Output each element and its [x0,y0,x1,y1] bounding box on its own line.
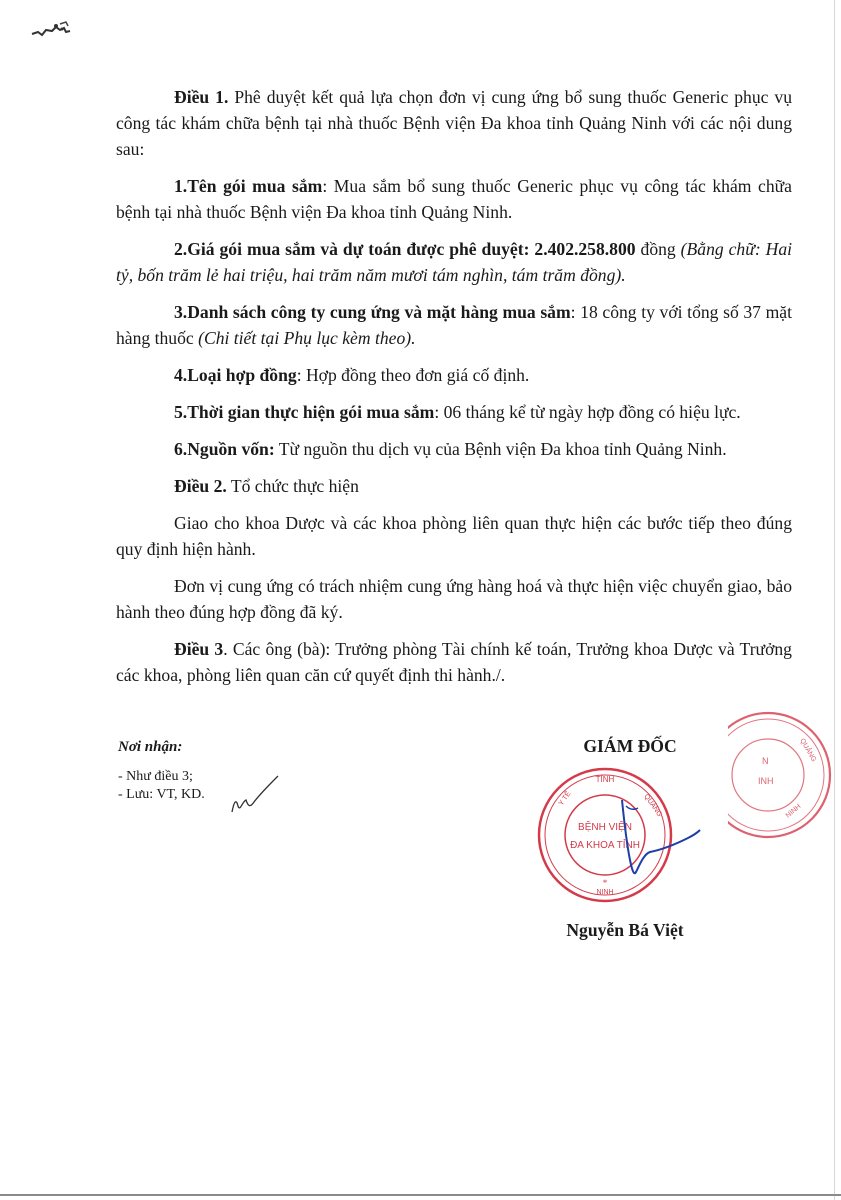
article-2-label: Điều 2. [174,476,227,496]
article-1-label: Điều 1. [174,87,229,107]
item-5-label: 5.Thời gian thực hiện gói mua sắm [174,402,435,422]
article-1-text: Phê duyệt kết quả lựa chọn đơn vị cung ứng bổ sung thuốc Generic phục vụ công tác khám chữa bệnh tại nhà thuốc Bệnh viện Đa khoa tỉnh Quảng Ninh với các nội dung sau: [116,87,793,159]
partial-stamp-ring: QUẢNG [798,737,818,764]
article-3 [116,636,792,688]
scan-edge-right [834,0,835,1200]
partial-stamp-line-1: N [762,756,769,766]
partial-stamp-right [728,700,841,850]
handwritten-signature [560,780,710,890]
article-3-text: . Các ông (bà): Trưởng phòng Tài chính kế toán, Trưởng khoa Dược và Trưởng các khoa, phòng liên quan căn cứ quyết định thi hành./. [116,639,792,685]
partial-stamp-ring-bottom: NINH [784,803,803,820]
article-2-paragraph-2: Đơn vị cung ứng có trách nhiệm cung ứng hàng hoá và thực hiện việc chuyển giao, bảo hành theo đúng hợp đồng đã ký. [116,576,792,622]
item-4 [116,362,792,388]
decision-body [116,84,792,699]
item-6 [116,436,792,462]
item-6-text: Từ nguồn thu dịch vụ của Bệnh viện Đa khoa tỉnh Quảng Ninh. [274,439,727,459]
stamp-line-2: ĐA KHOA TỈNH [570,840,640,851]
item-1 [116,173,792,225]
initial-mark [226,772,282,822]
item-5-text: : 06 tháng kể từ ngày hợp đồng có hiệu lực. [434,402,741,422]
item-4-label: 4.Loại hợp đồng [174,365,297,385]
item-6-label: 6.Nguồn vốn: [174,439,275,459]
item-2 [116,236,792,288]
article-2-paragraph-1: Giao cho khoa Dược và các khoa phòng liên quan thực hiện các bước tiếp theo đúng quy định hiện hành. [116,513,792,559]
partial-stamp-line-2: INH [758,776,774,786]
stamp-ring-right: QUẢNG [642,793,663,819]
item-2-unit: đồng [635,239,681,259]
ink-smudge [26,12,86,42]
item-1-label: 1.Tên gói mua sắm [174,176,323,196]
recipient-line: - Lưu: VT, KD. [118,787,205,802]
item-3-note: (Chi tiết tại Phụ lục kèm theo). [198,328,416,348]
stamp-top-text: TỈNH [595,775,615,784]
item-5 [116,399,792,425]
scan-edge-bottom [0,1194,841,1196]
signer-name: Nguyễn Bá Việt [566,920,684,940]
item-2-words: (Bằng chữ: Hai tỷ, bốn trăm lẻ hai triệu, hai trăm năm mươi tám nghìn, tám trăm đồng). [116,239,793,285]
item-1-text: : Mua sắm bổ sung thuốc Generic phục vụ công tác khám chữa bệnh tại nhà thuốc Bệnh viện Đa khoa tỉnh Quảng Ninh. [116,176,792,222]
recipient-line: - Như điều 3; [118,769,193,784]
stamp-line-1: BỆNH VIỆN [578,822,632,833]
article-3-label: Điều 3 [174,639,224,659]
item-2-amount: 2.402.258.800 [529,239,636,259]
item-3-label: 3.Danh sách công ty cung ứng và mặt hàng mua sắm [174,302,571,322]
item-3 [116,299,792,351]
item-3-text: : 18 công ty với tổng số 37 mặt hàng thuốc [116,302,792,348]
article-2-text: Tổ chức thực hiện [226,476,359,496]
item-4-text: : Hợp đồng theo đơn giá cố định. [296,365,530,385]
stamp-ring-bottom: NINH [596,889,614,896]
article-2 [116,473,792,499]
stamp-ring-left: Y TẾ [557,790,573,808]
stamp-star-icon: * [602,878,608,888]
recipients-title: Nơi nhận: [118,739,183,755]
director-title: GIÁM ĐỐC [583,736,677,756]
item-2-label: 2.Giá gói mua sắm và dự toán được phê duyệt: [174,239,530,259]
article-1 [116,84,792,162]
